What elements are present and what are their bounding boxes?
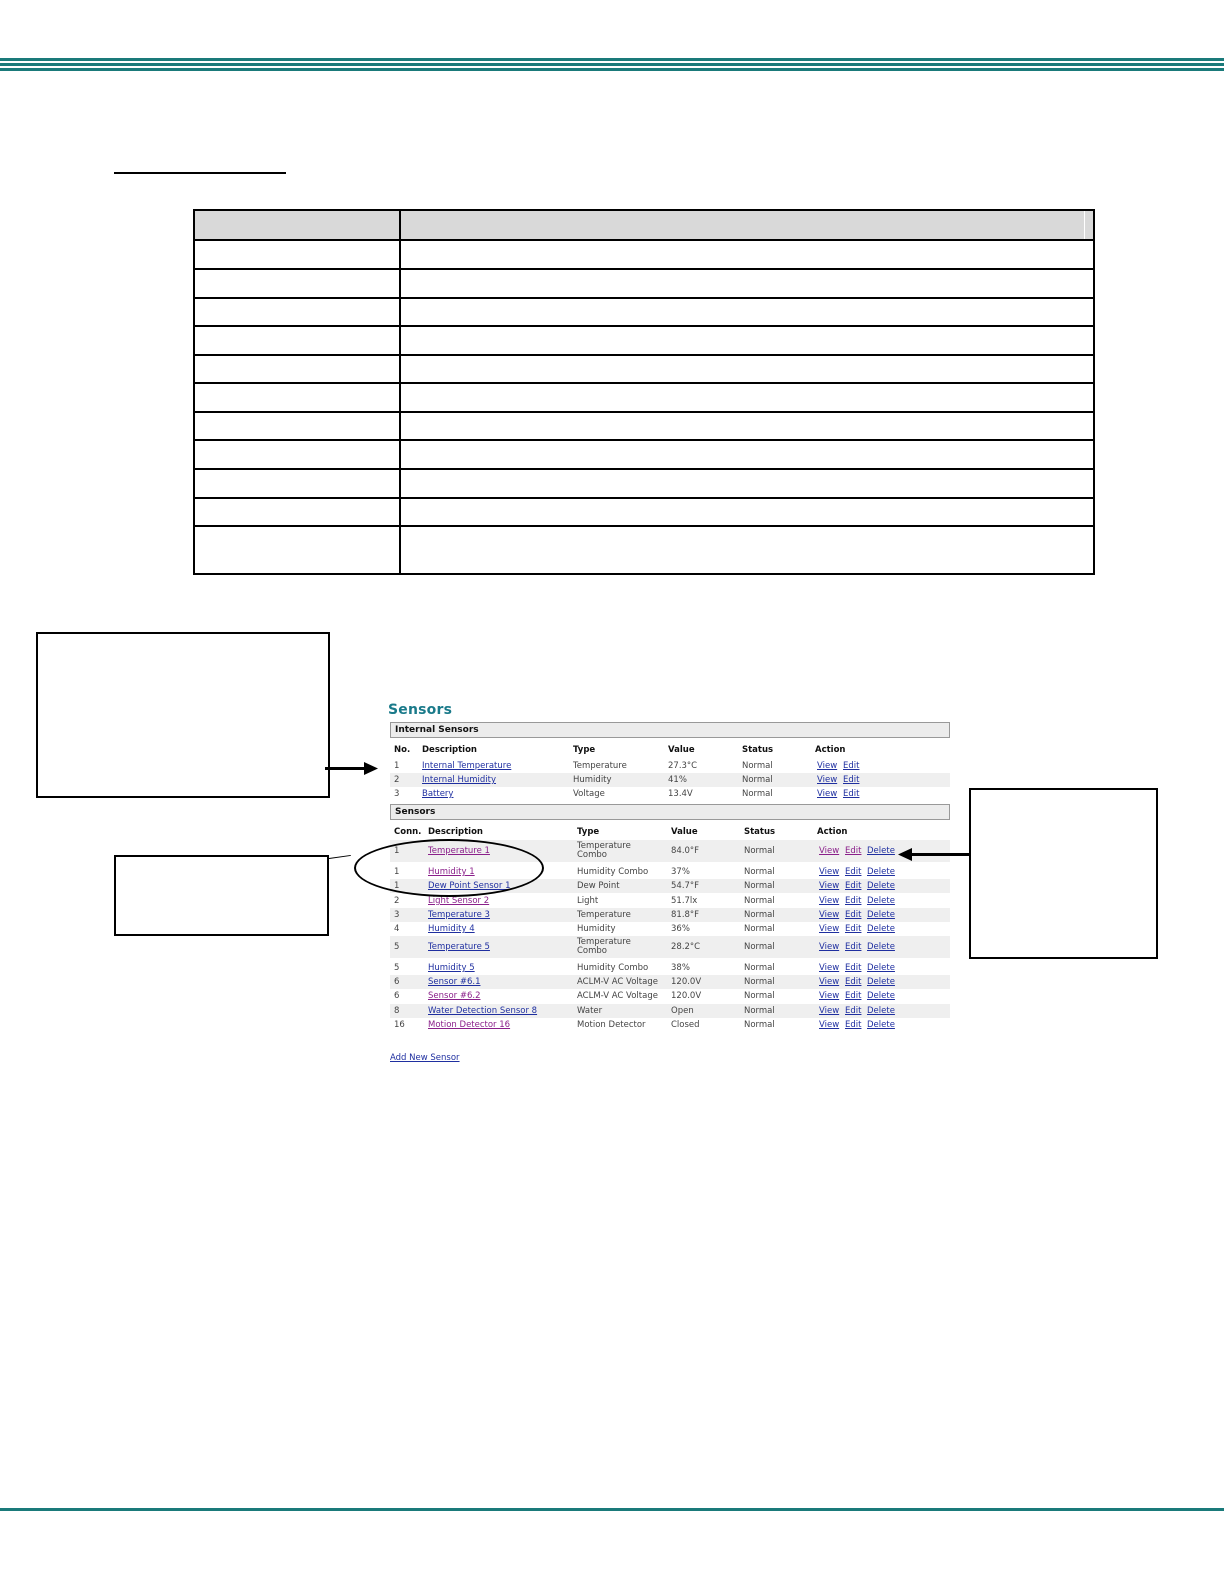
row-value: 27.3°C (668, 761, 698, 771)
edit-link[interactable]: Edit (845, 881, 862, 891)
row-type: Humidity Combo (577, 963, 649, 973)
sensor-description-link[interactable]: Water Detection Sensor 8 (428, 1006, 538, 1016)
row-value: 120.0V (671, 977, 702, 987)
row-status: Normal (744, 942, 775, 952)
view-link[interactable]: View (819, 881, 840, 891)
delete-link[interactable]: Delete (867, 991, 895, 1001)
row-value: Open (671, 1006, 694, 1016)
view-link[interactable]: View (819, 867, 840, 877)
row-conn: 1 (394, 881, 400, 891)
view-link[interactable]: View (817, 775, 838, 785)
row-conn: 3 (394, 910, 400, 920)
edit-link[interactable]: Edit (845, 991, 862, 1001)
col-value: Value (671, 827, 698, 837)
sensor-description-link[interactable]: Sensor #6.2 (428, 991, 481, 1001)
row-status: Normal (742, 789, 773, 799)
row-status: Normal (744, 867, 775, 877)
row-type: Light (577, 896, 599, 906)
row-conn: 1 (394, 867, 400, 877)
row-no: 2 (394, 775, 400, 785)
table-row (390, 961, 950, 975)
col-conn: Conn. (394, 827, 422, 837)
edit-link[interactable]: Edit (845, 867, 862, 877)
view-link[interactable]: View (819, 896, 840, 906)
row-conn: 8 (394, 1006, 400, 1016)
arrow-right-icon (364, 762, 378, 775)
row-value: 120.0V (671, 991, 702, 1001)
row-type: Humidity (573, 775, 612, 785)
col-action: Action (815, 745, 846, 755)
edit-link[interactable]: Edit (845, 963, 862, 973)
delete-link[interactable]: Delete (867, 846, 895, 856)
row-type: Temperature (577, 910, 631, 920)
callout-box-actions (969, 788, 1158, 959)
edit-link[interactable]: Edit (843, 761, 860, 771)
table-row (390, 989, 950, 1003)
top-rule-1 (0, 58, 1224, 61)
edit-link[interactable]: Edit (845, 977, 862, 987)
edit-link[interactable]: Edit (845, 896, 862, 906)
sensor-description-link[interactable]: Temperature 5 (428, 942, 490, 952)
view-link[interactable]: View (819, 1020, 840, 1030)
table-row (390, 975, 950, 989)
top-rule-2 (0, 63, 1224, 66)
sensor-description-link[interactable]: Temperature 1 (428, 846, 490, 856)
table-row (390, 759, 950, 773)
row-type: Motion Detector (577, 1020, 646, 1030)
table-row (390, 1004, 950, 1018)
view-link[interactable]: View (819, 942, 840, 952)
row-value: 41% (668, 775, 687, 785)
col-action: Action (817, 827, 848, 837)
table-row (390, 787, 950, 801)
internal-sensors-header (390, 743, 950, 757)
view-link[interactable]: View (819, 977, 840, 987)
spec-row-divider (195, 439, 1093, 441)
delete-link[interactable]: Delete (867, 881, 895, 891)
table-row (390, 922, 950, 936)
view-link[interactable]: View (817, 761, 838, 771)
sensors-header (390, 825, 950, 839)
row-value: 81.8°F (671, 910, 700, 920)
arrow-left-icon (898, 848, 912, 861)
spec-row-divider (195, 268, 1093, 270)
row-no: 1 (394, 761, 400, 771)
row-conn: 5 (394, 963, 400, 973)
add-new-sensor-link[interactable]: Add New Sensor (390, 1053, 460, 1063)
edit-link[interactable]: Edit (843, 775, 860, 785)
row-type: Temperature (573, 761, 627, 771)
sensor-description-link[interactable]: Humidity 1 (428, 867, 475, 877)
sensor-description-link[interactable]: Temperature 3 (428, 910, 490, 920)
row-status: Normal (744, 896, 775, 906)
delete-link[interactable]: Delete (867, 924, 895, 934)
delete-link[interactable]: Delete (867, 963, 895, 973)
row-conn: 6 (394, 991, 400, 1001)
row-status: Normal (744, 977, 775, 987)
row-type: Water (577, 1006, 603, 1016)
view-link[interactable]: View (819, 910, 840, 920)
row-value: 51.7lx (671, 896, 698, 906)
row-conn: 4 (394, 924, 400, 934)
edit-link[interactable]: Edit (845, 910, 862, 920)
bottom-rule (0, 1508, 1224, 1511)
edit-link[interactable]: Edit (845, 1006, 862, 1016)
row-no: 3 (394, 789, 400, 799)
connector-line (329, 855, 351, 859)
row-status: Normal (742, 775, 773, 785)
callout-box-internal (36, 632, 330, 798)
delete-link[interactable]: Delete (867, 977, 895, 987)
row-type: Voltage (573, 789, 605, 799)
col-status: Status (744, 827, 776, 837)
sensor-description-link[interactable]: Humidity 4 (428, 924, 475, 934)
spec-row-divider (195, 468, 1093, 470)
row-status: Normal (744, 910, 775, 920)
spec-table (193, 209, 1095, 575)
view-link[interactable]: View (819, 846, 840, 856)
delete-link[interactable]: Delete (867, 910, 895, 920)
row-type: Temperature Combo (577, 841, 631, 860)
sensor-description-link[interactable]: Light Sensor 2 (428, 896, 490, 906)
sensors-section: Sensors (390, 804, 950, 820)
row-status: Normal (744, 1020, 775, 1030)
arrow-shaft-right (325, 767, 367, 770)
spec-table-column-divider (399, 211, 401, 573)
row-type: Dew Point (577, 881, 620, 891)
callout-box-connector (114, 855, 329, 936)
sensor-description-link[interactable]: Motion Detector 16 (428, 1020, 511, 1030)
spec-row-divider (195, 354, 1093, 356)
top-rule-3 (0, 68, 1224, 71)
sensor-description-link[interactable]: Sensor #6.1 (428, 977, 481, 987)
row-value: 37% (671, 867, 690, 877)
edit-link[interactable]: Edit (843, 789, 860, 799)
delete-link[interactable]: Delete (867, 1006, 895, 1016)
spec-row-divider (195, 297, 1093, 299)
table-row (390, 1018, 950, 1032)
spec-table-header-gap (1084, 211, 1085, 239)
arrow-shaft-left (910, 853, 970, 856)
row-status: Normal (744, 924, 775, 934)
row-status: Normal (744, 991, 775, 1001)
edit-link[interactable]: Edit (845, 846, 862, 856)
table-row (390, 773, 950, 787)
col-description: Description (428, 827, 483, 837)
row-value: 13.4V (668, 789, 693, 799)
row-conn: 1 (394, 846, 400, 856)
delete-link[interactable]: Delete (867, 896, 895, 906)
spec-row-divider (195, 497, 1093, 499)
row-value: 54.7°F (671, 881, 700, 891)
col-value: Value (668, 745, 695, 755)
delete-link[interactable]: Delete (867, 867, 895, 877)
heading-underline (114, 172, 286, 174)
row-value: Closed (671, 1020, 700, 1030)
spec-row-divider (195, 525, 1093, 527)
delete-link[interactable]: Delete (867, 1020, 895, 1030)
row-value: 28.2°C (671, 942, 701, 952)
row-status: Normal (744, 963, 775, 973)
sensor-description-link[interactable]: Dew Point Sensor 1 (428, 881, 511, 891)
row-type: Humidity (577, 924, 616, 934)
view-link[interactable]: View (817, 789, 838, 799)
sensor-description-link[interactable]: Humidity 5 (428, 963, 475, 973)
row-value: 84.0°F (671, 846, 700, 856)
row-conn: 6 (394, 977, 400, 987)
col-no: No. (394, 745, 411, 755)
sensor-description-link[interactable]: Internal Temperature (422, 761, 512, 771)
col-description: Description (422, 745, 477, 755)
view-link[interactable]: View (819, 991, 840, 1001)
delete-link[interactable]: Delete (867, 942, 895, 952)
row-status: Normal (744, 1006, 775, 1016)
annotation-ellipse (354, 839, 544, 897)
row-type: ACLM-V AC Voltage (577, 991, 658, 1001)
spec-row-divider (195, 382, 1093, 384)
col-type: Type (573, 745, 596, 755)
row-conn: 5 (394, 942, 400, 952)
spec-table-header (195, 211, 1093, 241)
view-link[interactable]: View (819, 963, 840, 973)
spec-row-divider (195, 325, 1093, 327)
edit-link[interactable]: Edit (845, 924, 862, 934)
row-value: 36% (671, 924, 690, 934)
col-status: Status (742, 745, 774, 755)
row-type: ACLM-V AC Voltage (577, 977, 658, 987)
internal-sensors-section: Internal Sensors (390, 722, 950, 738)
table-row (390, 936, 950, 958)
sensor-description-link[interactable]: Internal Humidity (422, 775, 497, 785)
col-type: Type (577, 827, 600, 837)
row-status: Normal (744, 846, 775, 856)
view-link[interactable]: View (819, 1006, 840, 1016)
edit-link[interactable]: Edit (845, 1020, 862, 1030)
spec-row-divider (195, 411, 1093, 413)
row-status: Normal (744, 881, 775, 891)
sensor-description-link[interactable]: Battery (422, 789, 454, 799)
table-row (390, 894, 950, 908)
row-conn: 2 (394, 896, 400, 906)
table-row (390, 908, 950, 922)
row-conn: 16 (394, 1020, 405, 1030)
row-status: Normal (742, 761, 773, 771)
edit-link[interactable]: Edit (845, 942, 862, 952)
page-title: Sensors (388, 702, 453, 718)
row-value: 38% (671, 963, 690, 973)
view-link[interactable]: View (819, 924, 840, 934)
row-type: Humidity Combo (577, 867, 649, 877)
row-type: Temperature Combo (577, 937, 631, 956)
